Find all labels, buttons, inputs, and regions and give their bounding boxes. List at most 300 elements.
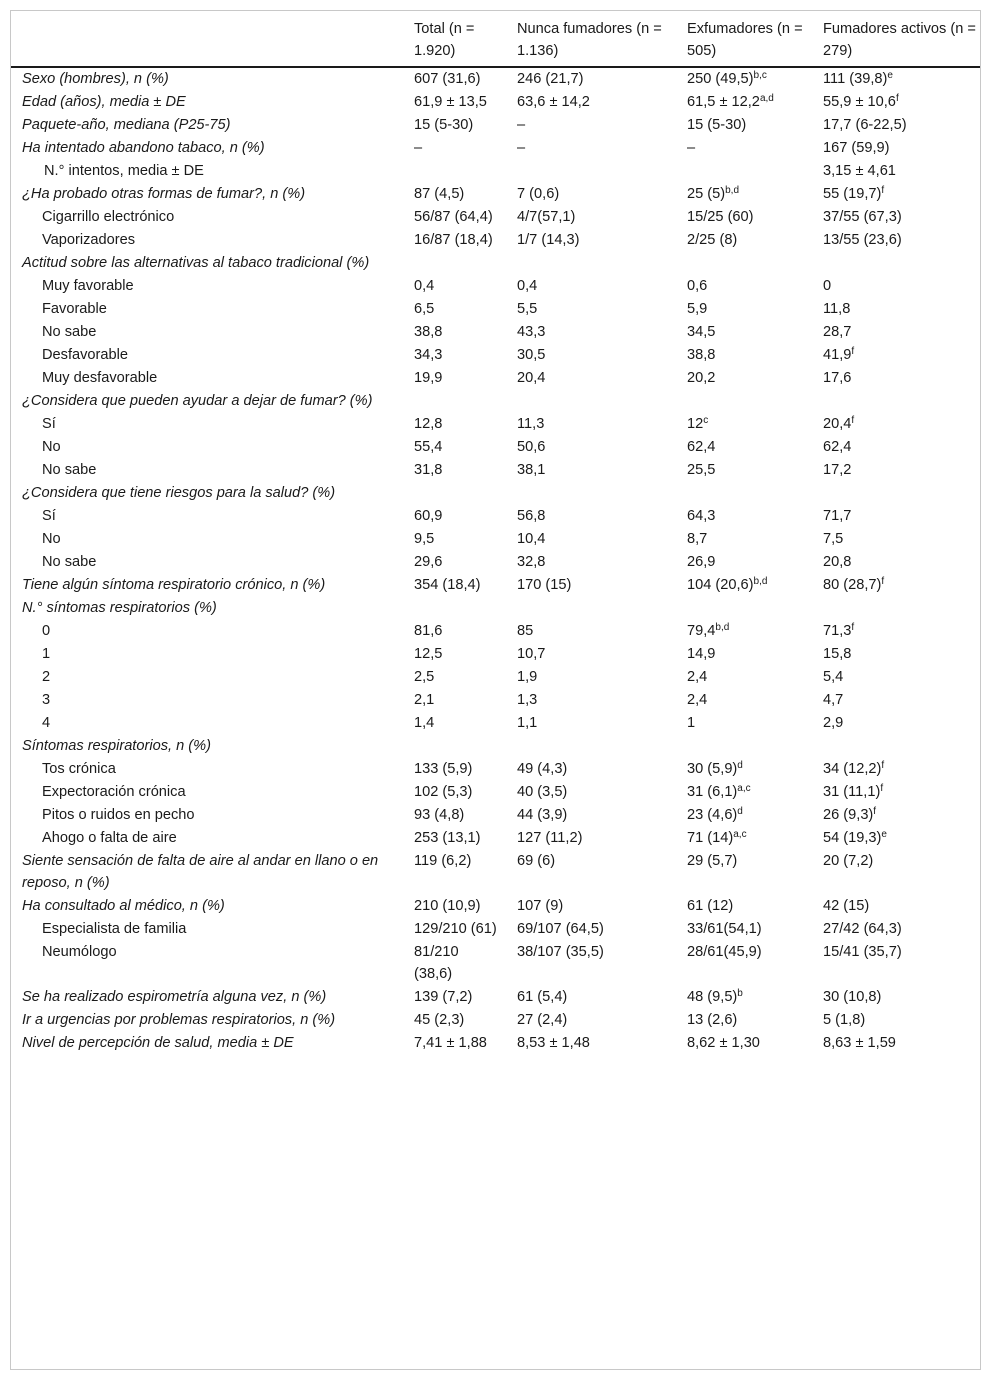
cell-fumadores-activos: [823, 229, 980, 252]
row-label: Tos crónica: [42, 761, 116, 777]
footnote-marker: b,d: [715, 622, 730, 633]
cell-exfumadores: [687, 229, 823, 252]
cell-total: [414, 666, 517, 689]
cell-nunca-fumadores: [517, 390, 687, 413]
cell-value: 69/107 (64,5): [517, 921, 604, 937]
cell-value: 71,3: [823, 623, 852, 639]
table-row: [11, 712, 980, 735]
row-label: Sexo (hombres), n (%): [22, 71, 169, 87]
row-label: Sí: [42, 416, 56, 432]
row-label: Vaporizadores: [42, 232, 136, 248]
cell-nunca-fumadores: [517, 206, 687, 229]
cell-value: 170 (15): [517, 577, 572, 593]
row-label: Favorable: [42, 301, 107, 317]
cell-fumadores-activos: [823, 758, 980, 781]
cell-value: 0: [823, 278, 832, 294]
cell-nunca-fumadores: [517, 1009, 687, 1032]
cell-exfumadores: [687, 114, 823, 137]
cell-value: 26,9: [687, 554, 716, 570]
cell-fumadores-activos: [823, 160, 980, 183]
cell-value: 71,7: [823, 508, 852, 524]
footnote-marker: d: [737, 760, 743, 771]
row-label: Actitud sobre las alternativas al tabaco tradicional (%): [22, 255, 370, 271]
cell-total: [414, 574, 517, 597]
cell-fumadores-activos: [823, 275, 980, 298]
cell-value: 23 (4,6): [687, 807, 738, 823]
row-label: 1: [42, 646, 51, 662]
row-label: Expectoración crónica: [42, 784, 186, 800]
header-cell-nunca-fumadores: Nunca fumadores (n = 1.136): [517, 11, 687, 67]
cell-value: 69 (6): [517, 853, 556, 869]
cell-value: 81/210 (38,6): [414, 944, 459, 982]
cell-value: –: [517, 140, 526, 156]
cell-fumadores-activos: [823, 367, 980, 390]
cell-exfumadores: [687, 712, 823, 735]
footnote-marker: a,d: [759, 93, 774, 104]
footnote-marker: f: [881, 185, 885, 196]
cell-value: 1: [687, 715, 696, 731]
cell-nunca-fumadores: [517, 804, 687, 827]
cell-value: 111 (39,8): [823, 71, 888, 87]
cell-total: [414, 229, 517, 252]
table-row: [11, 367, 980, 390]
cell-fumadores-activos: [823, 459, 980, 482]
row-label: No sabe: [42, 462, 97, 478]
cell-nunca-fumadores: [517, 67, 687, 91]
cell-fumadores-activos: [823, 183, 980, 206]
cell-exfumadores: [687, 321, 823, 344]
cell-value: 55 (19,7): [823, 186, 882, 202]
cell-total: [414, 918, 517, 941]
header-cell-fumadores-activos: Fumadores activos (n = 279): [823, 11, 980, 67]
cell-fumadores-activos: [823, 298, 980, 321]
cell-value: 80 (28,7): [823, 577, 882, 593]
cell-nunca-fumadores: [517, 689, 687, 712]
cell-value: 33/61(54,1): [687, 921, 762, 937]
footnote-marker: d: [737, 806, 743, 817]
cell-fumadores-activos: [823, 712, 980, 735]
row-label: Muy favorable: [42, 278, 134, 294]
table-row: [11, 1009, 980, 1032]
cell-value: 7 (0,6): [517, 186, 560, 202]
cell-value: 12,5: [414, 646, 443, 662]
cell-value: 354 (18,4): [414, 577, 481, 593]
cell-nunca-fumadores: [517, 781, 687, 804]
cell-value: 11,8: [823, 301, 851, 317]
cell-total: [414, 114, 517, 137]
row-label: Desfavorable: [42, 347, 128, 363]
cell-value: 34,5: [687, 324, 716, 340]
cell-nunca-fumadores: [517, 735, 687, 758]
cell-value: 27 (2,4): [517, 1012, 568, 1028]
cell-value: 13 (2,6): [687, 1012, 738, 1028]
cell-value: 62,4: [823, 439, 852, 455]
cell-exfumadores: [687, 252, 823, 275]
cell-value: 15 (5-30): [414, 117, 474, 133]
table-row: [11, 275, 980, 298]
cell-nunca-fumadores: [517, 183, 687, 206]
cell-exfumadores: [687, 505, 823, 528]
cell-nunca-fumadores: [517, 367, 687, 390]
table-row: [11, 551, 980, 574]
table-row: [11, 574, 980, 597]
cell-value: 43,3: [517, 324, 546, 340]
table-row: [11, 804, 980, 827]
cell-value: 253 (13,1): [414, 830, 481, 846]
cell-nunca-fumadores: [517, 827, 687, 850]
row-label: Cigarrillo electrónico: [42, 209, 175, 225]
cell-fumadores-activos: [823, 390, 980, 413]
data-table: [11, 11, 980, 1057]
cell-nunca-fumadores: [517, 666, 687, 689]
table-row: [11, 436, 980, 459]
cell-value: 20,8: [823, 554, 852, 570]
footnote-marker: b,d: [753, 576, 768, 587]
cell-exfumadores: [687, 941, 823, 986]
cell-nunca-fumadores: [517, 758, 687, 781]
row-label: Neumólogo: [42, 944, 117, 960]
cell-nunca-fumadores: [517, 160, 687, 183]
table-row: [11, 137, 980, 160]
cell-value: 29 (5,7): [687, 853, 738, 869]
row-label: Siente sensación de falta de aire al andar en llano o en reposo, n (%): [22, 853, 379, 891]
cell-fumadores-activos: [823, 620, 980, 643]
cell-fumadores-activos: [823, 850, 980, 895]
table-row: [11, 298, 980, 321]
cell-fumadores-activos: [823, 505, 980, 528]
cell-exfumadores: [687, 298, 823, 321]
cell-value: 7,41 ± 1,88: [414, 1035, 487, 1051]
cell-total: [414, 390, 517, 413]
cell-value: 119 (6,2): [414, 853, 472, 869]
cell-value: 63,6 ± 14,2: [517, 94, 590, 110]
cell-value: 16/87 (18,4): [414, 232, 493, 248]
cell-exfumadores: [687, 735, 823, 758]
cell-value: 0,4: [517, 278, 538, 294]
cell-fumadores-activos: [823, 941, 980, 986]
cell-value: 20,2: [687, 370, 716, 386]
cell-value: 1,4: [414, 715, 435, 731]
cell-value: 38,8: [414, 324, 443, 340]
cell-exfumadores: [687, 436, 823, 459]
cell-value: 3,15 ± 4,61: [823, 163, 896, 179]
cell-total: [414, 735, 517, 758]
row-label: ¿Considera que tiene riesgos para la salud? (%): [22, 485, 336, 501]
cell-value: 12,8: [414, 416, 443, 432]
cell-value: 15/25 (60): [687, 209, 754, 225]
cell-value: 17,6: [823, 370, 852, 386]
cell-exfumadores: [687, 620, 823, 643]
cell-exfumadores: [687, 413, 823, 436]
table-row: [11, 229, 980, 252]
cell-value: 20,4: [517, 370, 546, 386]
cell-exfumadores: [687, 137, 823, 160]
cell-fumadores-activos: [823, 666, 980, 689]
cell-value: 17,7 (6-22,5): [823, 117, 907, 133]
cell-value: 61,5 ± 12,2: [687, 94, 760, 110]
table-row: [11, 505, 980, 528]
cell-fumadores-activos: [823, 1009, 980, 1032]
cell-total: [414, 551, 517, 574]
cell-nunca-fumadores: [517, 275, 687, 298]
table-row: [11, 850, 980, 895]
row-label: Nivel de percepción de salud, media ± DE: [22, 1035, 294, 1051]
cell-value: 79,4: [687, 623, 716, 639]
cell-exfumadores: [687, 67, 823, 91]
table-row: [11, 895, 980, 918]
cell-value: 28/61(45,9): [687, 944, 762, 960]
cell-fumadores-activos: [823, 528, 980, 551]
cell-value: 20,4: [823, 416, 852, 432]
cell-exfumadores: [687, 666, 823, 689]
cell-fumadores-activos: [823, 91, 980, 114]
cell-value: 15/41 (35,7): [823, 944, 902, 960]
cell-exfumadores: [687, 643, 823, 666]
cell-value: 38,1: [517, 462, 546, 478]
cell-value: 55,4: [414, 439, 443, 455]
cell-value: 4,7: [823, 692, 844, 708]
cell-value: 0,4: [414, 278, 435, 294]
cell-total: [414, 804, 517, 827]
cell-value: 32,8: [517, 554, 546, 570]
cell-value: 102 (5,3): [414, 784, 473, 800]
cell-value: 246 (21,7): [517, 71, 584, 87]
cell-value: 1/7 (14,3): [517, 232, 580, 248]
cell-nunca-fumadores: [517, 298, 687, 321]
table-row: [11, 344, 980, 367]
footnote-marker: b: [737, 988, 743, 999]
cell-value: 5 (1,8): [823, 1012, 866, 1028]
cell-exfumadores: [687, 804, 823, 827]
cell-value: 28,7: [823, 324, 852, 340]
cell-value: 8,53 ± 1,48: [517, 1035, 590, 1051]
cell-value: 60,9: [414, 508, 443, 524]
cell-total: [414, 459, 517, 482]
cell-total: [414, 413, 517, 436]
cell-total: [414, 91, 517, 114]
data-table-container: [10, 10, 981, 1370]
table-row: [11, 67, 980, 91]
cell-value: 30 (10,8): [823, 989, 882, 1005]
cell-value: 10,4: [517, 531, 546, 547]
cell-exfumadores: [687, 574, 823, 597]
table-row: [11, 620, 980, 643]
row-label: ¿Ha probado otras formas de fumar?, n (%): [22, 186, 306, 202]
cell-value: 25,5: [687, 462, 716, 478]
cell-value: 37/55 (67,3): [823, 209, 902, 225]
footnote-marker: f: [851, 622, 855, 633]
cell-value: –: [517, 117, 526, 133]
cell-value: 71 (14): [687, 830, 734, 846]
cell-total: [414, 712, 517, 735]
cell-value: 61 (12): [687, 898, 734, 914]
cell-fumadores-activos: [823, 735, 980, 758]
row-label: Sí: [42, 508, 56, 524]
cell-exfumadores: [687, 528, 823, 551]
row-label: No: [42, 439, 61, 455]
cell-total: [414, 758, 517, 781]
table-row: [11, 413, 980, 436]
cell-nunca-fumadores: [517, 1032, 687, 1057]
cell-value: –: [414, 140, 423, 156]
cell-nunca-fumadores: [517, 895, 687, 918]
cell-value: 12: [687, 416, 704, 432]
cell-total: [414, 781, 517, 804]
row-label: Tiene algún síntoma respiratorio crónico, n (%): [22, 577, 326, 593]
cell-value: 93 (4,8): [414, 807, 465, 823]
cell-value: 1,9: [517, 669, 538, 685]
cell-value: 41,9: [823, 347, 852, 363]
row-label: Ahogo o falta de aire: [42, 830, 177, 846]
row-label: Paquete-año, mediana (P25-75): [22, 117, 231, 133]
cell-nunca-fumadores: [517, 941, 687, 986]
cell-value: 14,9: [687, 646, 716, 662]
cell-value: 38,8: [687, 347, 716, 363]
cell-value: 61,9 ± 13,5: [414, 94, 487, 110]
cell-nunca-fumadores: [517, 344, 687, 367]
table-row: [11, 160, 980, 183]
cell-value: 104 (20,6): [687, 577, 754, 593]
cell-nunca-fumadores: [517, 850, 687, 895]
cell-total: [414, 183, 517, 206]
cell-value: 5,5: [517, 301, 538, 317]
table-row: [11, 689, 980, 712]
cell-nunca-fumadores: [517, 459, 687, 482]
row-label: N.° intentos, media ± DE: [44, 163, 204, 179]
footnote-marker: f: [880, 783, 884, 794]
header-cell-label: [11, 11, 414, 67]
cell-value: 167 (59,9): [823, 140, 890, 156]
cell-value: 44 (3,9): [517, 807, 568, 823]
table-row: [11, 252, 980, 275]
cell-value: 2,4: [687, 669, 708, 685]
cell-value: 62,4: [687, 439, 716, 455]
cell-value: 13/55 (23,6): [823, 232, 902, 248]
cell-value: 42 (15): [823, 898, 870, 914]
cell-total: [414, 137, 517, 160]
table-row: [11, 918, 980, 941]
cell-value: 40 (3,5): [517, 784, 568, 800]
cell-value: 61 (5,4): [517, 989, 568, 1005]
cell-value: 8,63 ± 1,59: [823, 1035, 896, 1051]
footnote-marker: f: [851, 346, 855, 357]
cell-nunca-fumadores: [517, 229, 687, 252]
cell-nunca-fumadores: [517, 528, 687, 551]
cell-value: 49 (4,3): [517, 761, 568, 777]
cell-value: 15,8: [823, 646, 852, 662]
cell-exfumadores: [687, 344, 823, 367]
row-label: Edad (años), media ± DE: [22, 94, 186, 110]
row-label: Ha intentado abandono tabaco, n (%): [22, 140, 265, 156]
cell-fumadores-activos: [823, 321, 980, 344]
cell-nunca-fumadores: [517, 986, 687, 1009]
table-row: [11, 390, 980, 413]
cell-exfumadores: [687, 91, 823, 114]
cell-nunca-fumadores: [517, 137, 687, 160]
cell-exfumadores: [687, 895, 823, 918]
cell-exfumadores: [687, 781, 823, 804]
header-cell-total: Total (n = 1.920): [414, 11, 517, 67]
cell-value: 85: [517, 623, 534, 639]
footnote-marker: a,c: [737, 783, 751, 794]
cell-fumadores-activos: [823, 482, 980, 505]
cell-value: 2,5: [414, 669, 435, 685]
footnote-marker: e: [887, 70, 893, 81]
cell-value: 50,6: [517, 439, 546, 455]
row-label: No sabe: [42, 554, 97, 570]
row-label: ¿Considera que pueden ayudar a dejar de fumar? (%): [22, 393, 373, 409]
cell-total: [414, 344, 517, 367]
cell-value: 2,9: [823, 715, 844, 731]
cell-total: [414, 986, 517, 1009]
cell-value: –: [687, 140, 696, 156]
table-row: [11, 91, 980, 114]
cell-nunca-fumadores: [517, 597, 687, 620]
table-row: [11, 986, 980, 1009]
row-label: Muy desfavorable: [42, 370, 158, 386]
cell-value: 56,8: [517, 508, 546, 524]
footnote-marker: a,c: [733, 829, 747, 840]
cell-fumadores-activos: [823, 827, 980, 850]
cell-exfumadores: [687, 918, 823, 941]
cell-exfumadores: [687, 1009, 823, 1032]
cell-exfumadores: [687, 482, 823, 505]
cell-value: 81,6: [414, 623, 443, 639]
cell-value: 56/87 (64,4): [414, 209, 493, 225]
cell-fumadores-activos: [823, 551, 980, 574]
cell-exfumadores: [687, 758, 823, 781]
cell-fumadores-activos: [823, 986, 980, 1009]
cell-nunca-fumadores: [517, 620, 687, 643]
table-row: [11, 459, 980, 482]
cell-value: 5,4: [823, 669, 844, 685]
cell-total: [414, 1032, 517, 1057]
table-row: [11, 597, 980, 620]
cell-value: 54 (19,3): [823, 830, 882, 846]
cell-value: 1,3: [517, 692, 538, 708]
cell-fumadores-activos: [823, 804, 980, 827]
table-row: [11, 666, 980, 689]
cell-value: 129/210 (61): [414, 921, 497, 937]
header-cell-exfumadores: Exfumadores (n = 505): [687, 11, 823, 67]
cell-exfumadores: [687, 827, 823, 850]
cell-total: [414, 67, 517, 91]
cell-total: [414, 850, 517, 895]
cell-total: [414, 827, 517, 850]
footnote-marker: b,d: [725, 185, 740, 196]
cell-fumadores-activos: [823, 918, 980, 941]
cell-fumadores-activos: [823, 413, 980, 436]
table-row: [11, 1032, 980, 1057]
cell-fumadores-activos: [823, 114, 980, 137]
row-label: Pitos o ruidos en pecho: [42, 807, 195, 823]
cell-total: [414, 941, 517, 986]
cell-total: [414, 275, 517, 298]
cell-total: [414, 895, 517, 918]
cell-value: 64,3: [687, 508, 716, 524]
cell-fumadores-activos: [823, 643, 980, 666]
cell-value: 87 (4,5): [414, 186, 465, 202]
cell-value: 26 (9,3): [823, 807, 874, 823]
cell-nunca-fumadores: [517, 643, 687, 666]
row-label: Especialista de familia: [42, 921, 187, 937]
cell-fumadores-activos: [823, 137, 980, 160]
footnote-marker: f: [895, 93, 899, 104]
row-label: No sabe: [42, 324, 97, 340]
cell-total: [414, 436, 517, 459]
cell-value: 2,4: [687, 692, 708, 708]
cell-value: 10,7: [517, 646, 546, 662]
